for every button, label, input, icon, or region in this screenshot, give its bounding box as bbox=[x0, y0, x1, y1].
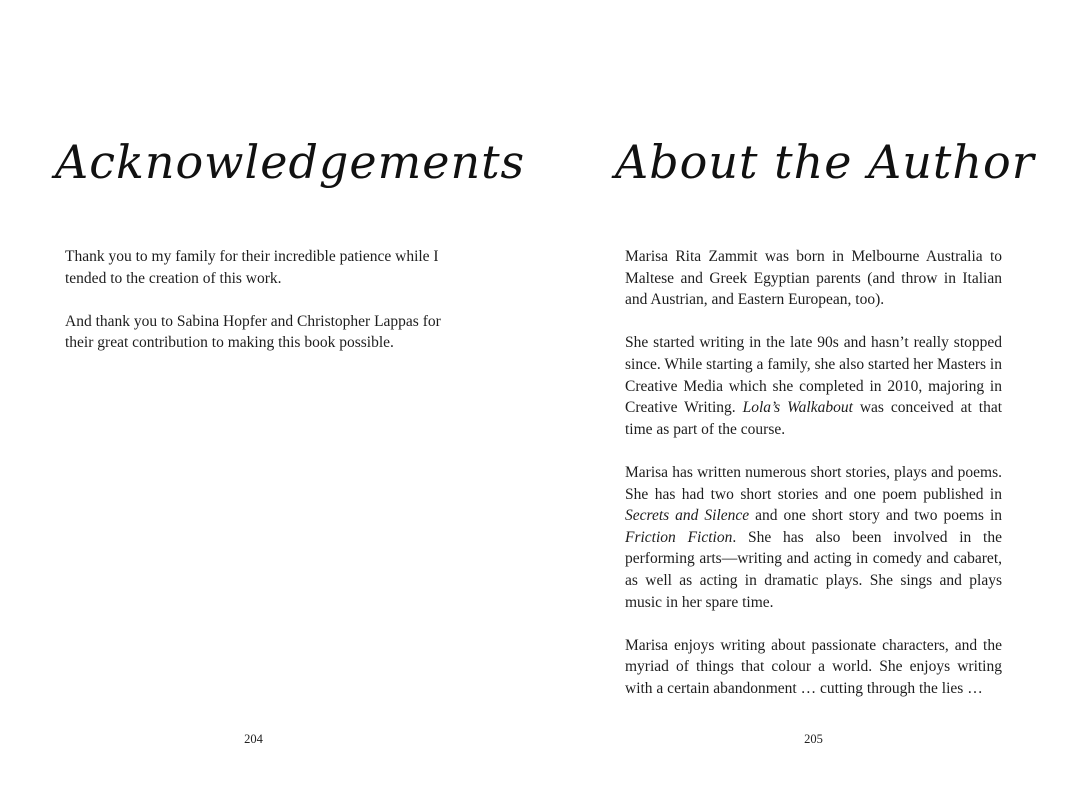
about-author-body bbox=[625, 246, 1002, 721]
p2-text-before: She started writing in the late 90s and hasn’t really stopped since. While starting a family, she also started her Masters in Creative Media which she completed in 2010, majoring in Creative Writing. bbox=[625, 334, 1002, 417]
page-number-right: 205 bbox=[804, 732, 823, 746]
p3-text-after: . She has also been involved in the performing arts—writing and acting in comedy and cabaret, as well as acting in dramatic plays. She sings and plays music in her spare time. bbox=[625, 528, 1002, 611]
p3-text-middle: and one short story and two poems in bbox=[749, 507, 1002, 525]
about-author-paragraph-3 bbox=[625, 462, 1002, 613]
left-page bbox=[55, 0, 526, 800]
about-author-heading: About the Author bbox=[615, 135, 1035, 189]
p2-text-after: was conceived at that time as part of the course. bbox=[625, 399, 1003, 438]
book-title-friction-fiction: Friction Fiction bbox=[625, 528, 733, 546]
acknowledgements-paragraph-2: And thank you to Sabina Hopfer and Christopher Lappas for their great contribution to making this book possible. bbox=[65, 312, 441, 352]
right-page bbox=[615, 0, 1035, 800]
book-title-secrets-and-silence: Secrets and Silence bbox=[625, 507, 750, 525]
p3-text-before: Marisa has written numerous short stories, plays and poems. She has had two short stories and one poem published in bbox=[625, 463, 1002, 503]
page-number-left: 204 bbox=[244, 732, 263, 746]
acknowledgements-body bbox=[65, 246, 442, 376]
about-author-paragraph-2 bbox=[625, 332, 1002, 440]
about-author-paragraph-1: Marisa Rita Zammit was born in Melbourne Australia to Maltese and Greek Egyptian parents (and throw in Italian and Austrian, and Eastern European, too). bbox=[625, 248, 1002, 309]
book-title-lolas-walkabout: Lola’s Walkabout bbox=[742, 399, 853, 417]
acknowledgements-heading: Acknowledgements bbox=[55, 135, 526, 189]
about-author-paragraph-4: Marisa enjoys writing about passionate characters, and the myriad of things that colour a world. She enjoys writing with a certain abandonment … cutting through the lies … bbox=[625, 636, 1002, 697]
acknowledgements-paragraph-1: Thank you to my family for their incredible patience while I tended to the creation of this work. bbox=[65, 248, 439, 287]
